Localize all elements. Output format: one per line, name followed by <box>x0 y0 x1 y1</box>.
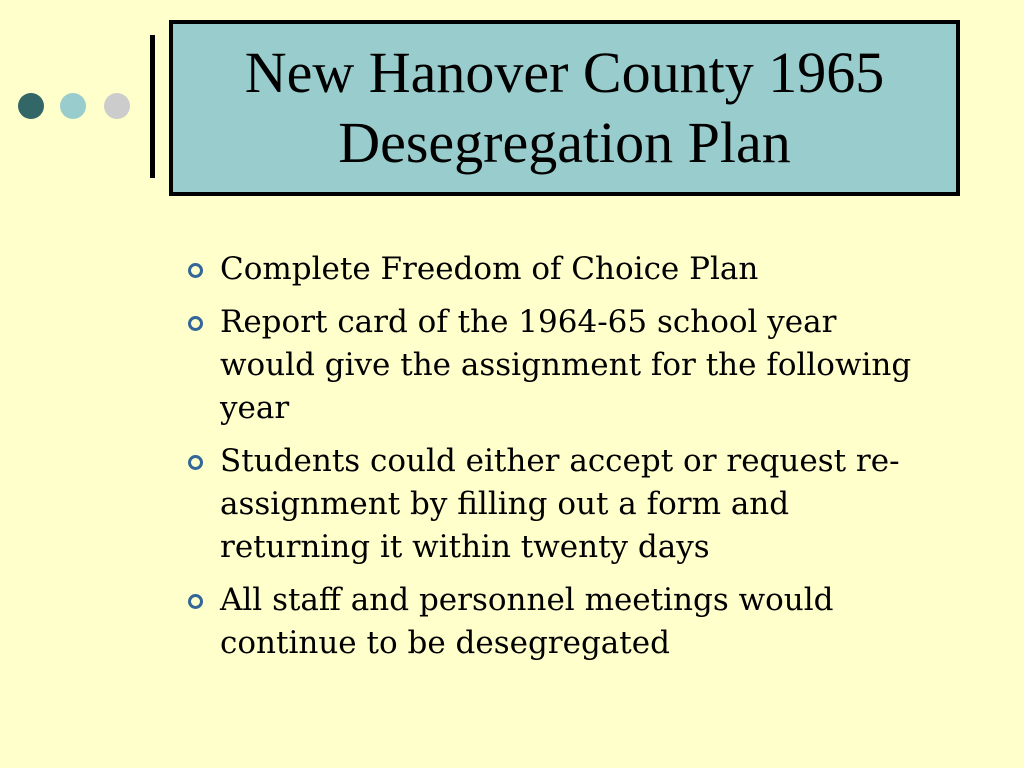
bullet-item <box>186 440 926 569</box>
bullet-item <box>186 248 926 291</box>
bullet-text: All staff and personnel meetings would continue to be desegregated <box>220 582 834 661</box>
dot-gray-icon <box>104 93 130 119</box>
dot-dark-icon <box>18 93 44 119</box>
slide-title-line-1: New Hanover County 1965 <box>244 40 885 105</box>
hollow-circle-bullet-icon <box>188 594 203 609</box>
title-divider-line <box>150 35 155 178</box>
bullet-text: Students could either accept or request re-assignment by filling out a form and returning it within twenty days <box>220 443 900 565</box>
slide-title <box>245 38 885 178</box>
slide-title-line-2: Desegregation Plan <box>338 110 791 175</box>
hollow-circle-bullet-icon <box>188 455 203 470</box>
hollow-circle-bullet-icon <box>188 316 203 331</box>
bullet-text: Complete Freedom of Choice Plan <box>220 251 759 287</box>
dot-teal-icon <box>60 93 86 119</box>
title-box <box>169 20 960 196</box>
hollow-circle-bullet-icon <box>188 263 203 278</box>
bullet-item <box>186 301 926 430</box>
bullet-item <box>186 579 926 665</box>
bullet-list <box>186 248 926 675</box>
bullet-text: Report card of the 1964-65 school year would give the assignment for the following year <box>220 304 912 426</box>
